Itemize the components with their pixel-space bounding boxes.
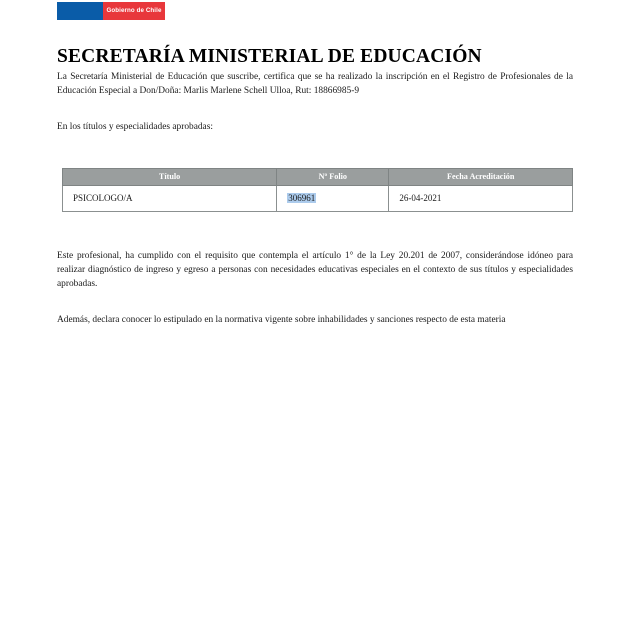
logo-blue-block: [57, 2, 103, 20]
titles-table-container: [62, 168, 573, 212]
body-paragraph: Este profesional, ha cumplido con el requisito que contempla el artículo 1° de la Ley 20.201 de 2007, considerándose idóneo para realizar diagnóstico de ingreso y egreso a personas con necesidades educativas especiales en el contexto de sus títulos y especialidades aprobadas.: [57, 251, 573, 289]
table-header-row: [63, 169, 573, 186]
cell-titulo: PSICOLOGO/A: [63, 185, 277, 211]
logo-red-block: [103, 2, 165, 20]
column-header-folio: Nº Folio: [277, 169, 389, 186]
intro-paragraph: La Secretaría Ministerial de Educación que suscribe, certifica que se ha realizado la inscripción en el Registro de Profesionales de la Educación Especial a Don/Doña: Marlis Marlene Schell Ulloa, Rut: 18866985-9: [57, 72, 573, 96]
gobierno-de-chile-logo: [57, 2, 165, 20]
logo-text: Gobierno de Chile: [106, 6, 162, 14]
body-section: [57, 249, 573, 327]
cell-folio[interactable]: [277, 185, 389, 211]
titles-table: [62, 168, 573, 212]
intro-section: [57, 70, 573, 134]
column-header-titulo: Título: [63, 169, 277, 186]
cell-fecha: 26-04-2021: [389, 185, 573, 211]
page-title: SECRETARÍA MINISTERIAL DE EDUCACIÓN: [57, 46, 482, 68]
lead-in-text: En los títulos y especialidades aprobadas:: [57, 122, 213, 132]
folio-selected-text[interactable]: 306961: [288, 192, 316, 203]
closing-paragraph: Además, declara conocer lo estipulado en la normativa vigente sobre inhabilidades y sanciones respecto de esta materia: [57, 315, 506, 325]
column-header-fecha: Fecha Acreditación: [389, 169, 573, 186]
table-row: [63, 185, 573, 211]
